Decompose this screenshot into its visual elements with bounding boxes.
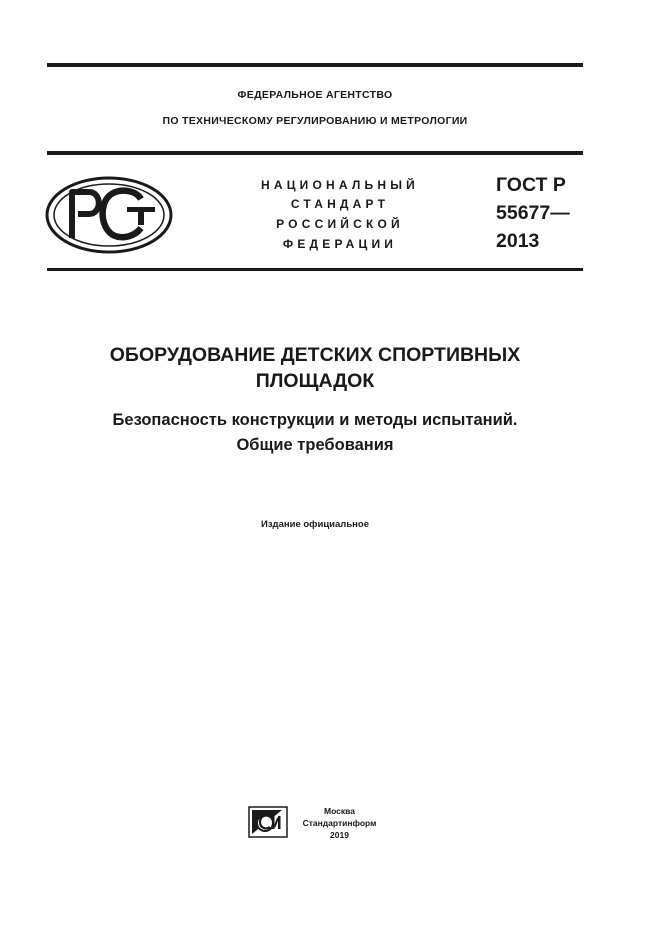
top-rule bbox=[47, 63, 583, 67]
document-title-line-1: ОБОРУДОВАНИЕ ДЕТСКИХ СПОРТИВНЫХ bbox=[109, 344, 521, 366]
agency-line-2: ПО ТЕХНИЧЕСКОМУ РЕГУЛИРОВАНИЮ И МЕТРОЛОГИИ bbox=[162, 115, 468, 127]
header-rule bbox=[47, 151, 583, 155]
standard-type-line-1: НАЦИОНАЛЬНЫЙ bbox=[260, 178, 420, 192]
gost-designation-line-1: ГОСТ Р bbox=[496, 174, 566, 196]
publisher-city: Москва bbox=[324, 806, 355, 816]
publisher-year: 2019 bbox=[330, 830, 349, 840]
gost-designation-line-3: 2013 bbox=[496, 230, 540, 252]
header-bottom-rule bbox=[47, 268, 583, 271]
standartinform-emblem-icon bbox=[248, 806, 288, 838]
standard-type-line-4: ФЕДЕРАЦИИ bbox=[282, 237, 398, 251]
document-subtitle-line-2: Общие требования bbox=[236, 436, 394, 454]
gost-designation-line-2: 55677— bbox=[496, 202, 570, 224]
publisher-name: Стандартинформ bbox=[302, 818, 377, 828]
agency-line-1: ФЕДЕРАЛЬНОЕ АГЕНТСТВО bbox=[237, 89, 393, 101]
edition-label: Издание официальное bbox=[261, 519, 369, 530]
standard-type-line-3: РОССИЙСКОЙ bbox=[276, 217, 404, 231]
document-title-line-2: ПЛОЩАДОК bbox=[255, 370, 375, 392]
standard-type-line-2: СТАНДАРТ bbox=[290, 197, 390, 211]
rst-emblem-icon bbox=[45, 176, 173, 254]
document-subtitle-line-1: Безопасность конструкции и методы испытаний. bbox=[112, 411, 518, 429]
